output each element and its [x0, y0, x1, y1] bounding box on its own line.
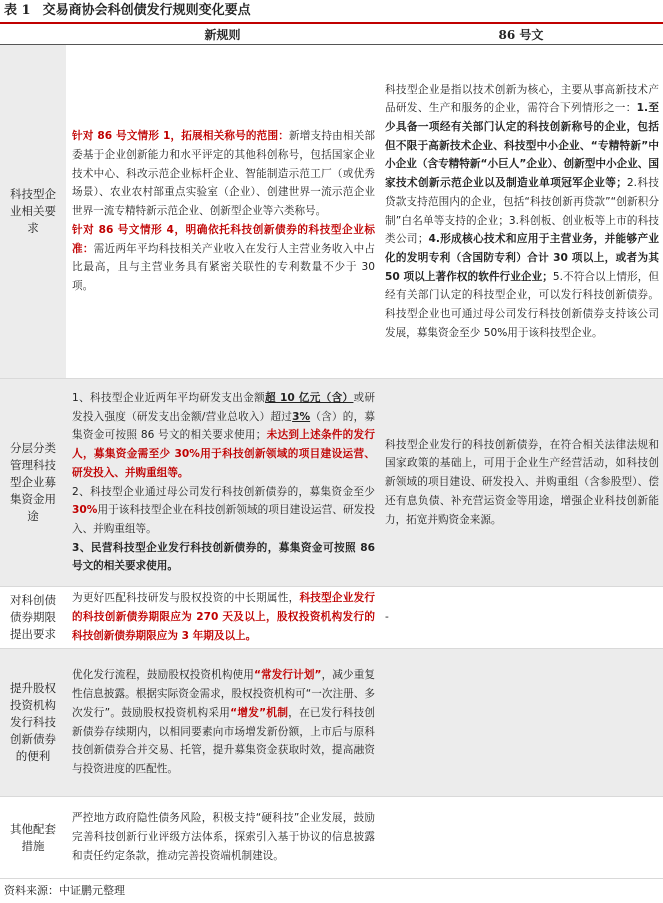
highlight-text: “常发行计划” [253, 669, 322, 682]
row-category: 提升股权投资机构发行科技创新债券的便利 [0, 649, 66, 797]
table-title-text: 交易商协会科创债发行规则变化要点 [42, 3, 251, 18]
row-new-rule [66, 45, 379, 379]
body-text: ，在已发行科技创新债券存续期内，以相同要素向市场增发新份额，上市后与原科技创新债券合并交易、托管，提升募集资金获取时效，提高融资与投资进度的匹配性。 [72, 706, 375, 775]
body-text: 或研发投入强度（研发支出金额/营业总收入）超过 [72, 391, 375, 423]
highlight-text: 针对 86 号文情形 1，拓展相关称号的范围： [72, 130, 289, 143]
highlight-text: 针对 86 号文情形 4，明确依托科技创新债券的科技型企业标准： [72, 223, 375, 255]
bold-text: 1.至少具备一项经有关部门认定的科技创新称号的企业，包括但不限于高新技术企业、科技型中小企业、“专精特新”中小企业（含专精特新“小巨人”企业）、创新型中小企业、国家技术创新示范企业以及制造业单项冠军企业等； [385, 102, 659, 190]
body-text: 1、科技型企业近两年平均研发支出金额 [72, 391, 266, 404]
table-number: 表 1 [4, 3, 31, 18]
table-row [0, 379, 663, 587]
new-rule-item-3: 3、民营科技型企业发行科技创新债券的，募集资金可按照 86 号文的相关要求使用。 [72, 541, 375, 573]
new-rule-item-2 [72, 221, 375, 296]
header-new-rule: 新规则 [66, 24, 379, 45]
new-rule-item-2 [72, 483, 375, 539]
row-doc86: - [379, 587, 663, 649]
body-text: 2、科技型企业通过母公司发行科技创新债券的，募集资金至少 [72, 485, 375, 498]
row-new-rule: 严控地方政府隐性债务风险，积极支持“硬科技”企业发展，鼓励完善科技创新行业评级方法体系，探索引入基于协议的信息披露和责任约定条款，推动完善投资端机制建设。 [66, 797, 379, 879]
bold-text: 4.形成核心技术和应用于主营业务，并能够产业化的发明专利（含国防专利）合计 30 项以上，或者为其 50 项以上著作权的软件行业企业； [385, 233, 659, 283]
table-row [0, 587, 663, 649]
new-rule-item-1 [72, 389, 375, 483]
row-new-rule [66, 587, 379, 649]
source-note: 资料来源：中证鹏元整理 [4, 884, 125, 897]
underlined-text: 超 10 亿元（含） [265, 391, 354, 404]
body-text: 2.科技贷款支持范围内的企业，包括“科技创新再贷款”“创新积分制”白名单等支持的企业；3.科创板、创业板等上市的科技类公司； [385, 177, 660, 246]
highlight-text: 30% [72, 504, 98, 517]
row-new-rule [66, 649, 379, 797]
highlight-text: 未达到上述条件的发行人，募集资金需至少 30%用于科技创新领域的项目建设运营、研发投入、并购重组等。 [72, 429, 376, 479]
row-doc86: 科技型企业发行的科技创新债券，在符合相关法律法规和国家政策的基础上，可用于企业生产经营活动，如科技创新领域的项目建设、研发投入、并购重组（含参股型）、偿还有息负债、补充营运资金等用途，增强企业科技创新能力，拓宽并购资金来源。 [379, 379, 663, 587]
row-category: 分层分类管理科技型企业募集资金用途 [0, 379, 66, 587]
row-doc86 [379, 45, 663, 379]
row-category: 科技型企业相关要求 [0, 45, 66, 379]
table-title [0, 0, 663, 24]
row-doc86 [379, 649, 663, 797]
highlight-text: “增发”机制 [230, 706, 289, 719]
header-blank [0, 24, 66, 45]
table-header-row [0, 24, 663, 45]
body-text: 科技型企业是指以技术创新为核心，主要从事高新技术产品研发、生产和服务的企业，需符合下列情形之一： [385, 83, 659, 115]
row-new-rule [66, 379, 379, 587]
body-text: ，减少重复性信息披露。根据实际资金需求，股权投资机构可“一次注册、多次发行”。鼓励股权投资机构采用 [72, 669, 375, 719]
table-row [0, 797, 663, 879]
row-doc86 [379, 797, 663, 879]
body-text: 为更好匹配科技研发与股权投资的中长期属性， [72, 592, 300, 605]
body-text: （含）的，募集资金可按照 86 号文的相关要求使用； [72, 410, 376, 442]
row-category: 对科创债债券期限提出要求 [0, 587, 66, 649]
body-text: 优化发行流程，鼓励股权投资机构使用 [72, 669, 254, 682]
body-text: 用于该科技型企业在科技创新领域的项目建设运营、研发投入、并购重组等。 [72, 504, 375, 535]
body-text: 5.不符合以上情形，但经有关部门认定的科技型企业，可以发行科技创新债券。科技型企业也可通过母公司发行科技创新债券支持该公司发展，募集资金至少 50%用于该科技型企业。 [385, 270, 659, 339]
table-row [0, 45, 663, 379]
header-doc86: 86 号文 [379, 24, 663, 45]
new-rule-item-1 [72, 127, 375, 221]
body-text: 需近两年平均科技相关产业收入在发行人主营业务收入中占比最高，且与主营业务具有紧密关联性的专利数量不少于 30 项。 [72, 242, 376, 292]
comparison-table [0, 24, 663, 879]
body-text: 新增支持由相关部委基于企业创新能力和水平评定的其他科创称号，包括国家企业技术中心、科改示范企业标杆企业、智能制造示范工厂（或优秀场景）、农业农村部重点实验室（企业）、创建世界一流示范企业世界一流专精特新示范企业、创新型企业等六类称号。 [72, 130, 375, 218]
underlined-text: 3% [292, 410, 311, 423]
highlight-text: 科技型企业发行的科技创新债券期限应为 270 天及以上，股权投资机构发行的科技创新债券期限应为 3 年期及以上。 [72, 592, 376, 642]
row-category: 其他配套措施 [0, 797, 66, 879]
table-row [0, 649, 663, 797]
